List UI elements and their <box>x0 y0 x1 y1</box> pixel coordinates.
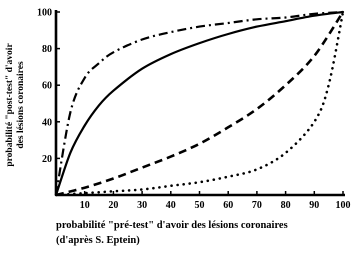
x-tick-label: 30 <box>137 200 148 211</box>
y-tick-label: 80 <box>42 44 52 56</box>
x-tick-label: 50 <box>194 200 205 211</box>
x-tick-label: 40 <box>165 200 176 211</box>
y-axis-label-line-1: probabilité "post-test" d'avoir <box>5 43 15 167</box>
x-tick-label: 90 <box>309 200 320 211</box>
series-line-dashdot <box>56 12 343 195</box>
y-axis-label-line-2: des lésions coronaires <box>16 61 26 149</box>
x-tick-label: 100 <box>335 200 351 211</box>
y-tick-label: 60 <box>42 80 52 92</box>
series-line-dashed <box>56 12 343 195</box>
plot-area <box>37 8 351 212</box>
y-tick-label: 100 <box>37 7 52 19</box>
series-line-dotted <box>56 12 343 195</box>
y-tick-label: 20 <box>42 153 52 165</box>
x-tick-label: 80 <box>280 200 291 211</box>
x-tick-label: 10 <box>79 200 90 211</box>
x-tick-label: 20 <box>108 200 119 211</box>
x-axis-label-note: (d'après S. Eptein) <box>56 235 140 246</box>
x-tick-label: 70 <box>251 200 262 211</box>
y-axis-label <box>5 43 26 167</box>
y-tick-label: 40 <box>42 117 52 129</box>
series-line-solid <box>56 12 343 195</box>
x-axis-label: probabilité "pré-test" d'avoir des lésions coronaires <box>56 220 288 231</box>
x-tick-label: 60 <box>223 200 234 211</box>
